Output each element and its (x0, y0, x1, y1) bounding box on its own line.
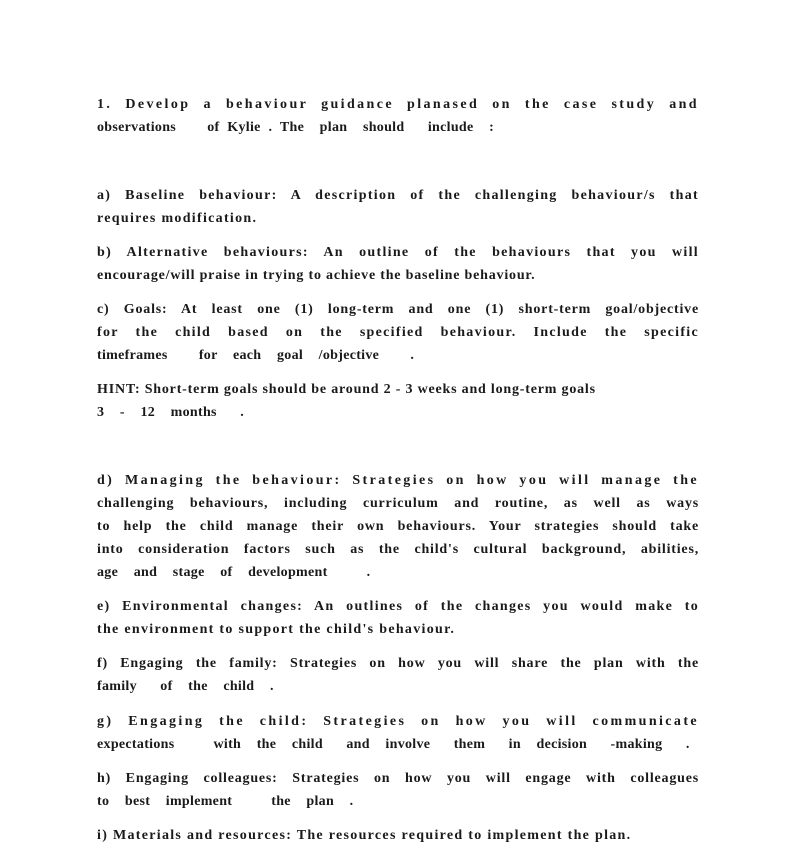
item-h-line-2: to best implement the plan . (97, 794, 354, 809)
item-e-line-1: e) Environmental changes: An outlines of the changes you would make to (97, 599, 699, 614)
item-a-baseline (97, 184, 699, 230)
item-d-line-4: into consideration factors such as the child's cultural background, abilities, (97, 542, 699, 557)
item-i-line-1: i) Materials and resources: The resources required to implement the plan. (97, 828, 632, 843)
hint-line-1: HINT: Short-term goals should be around 2 - 3 weeks and long-term goals (97, 382, 596, 397)
intro-paragraph (97, 93, 699, 139)
item-c-line-3: timeframes for each goal /objective . (97, 348, 415, 363)
item-a-line-1: a) Baseline behaviour: A description of the challenging behaviour/s that (97, 188, 699, 203)
hint-paragraph (97, 378, 699, 424)
item-d-line-2: challenging behaviours, including curriculum and routine, as well as ways (97, 496, 699, 511)
item-d-line-1: d) Managing the behaviour: Strategies on how you will manage the (97, 473, 699, 488)
item-f-line-1: f) Engaging the family: Strategies on how you will share the plan with the (97, 656, 699, 671)
hint-line-2: 3 - 12 months . (97, 405, 245, 420)
item-d-managing (97, 469, 699, 584)
item-b-line-2: encourage/will praise in trying to achieve the baseline behaviour. (97, 268, 536, 283)
item-c-goals (97, 298, 699, 367)
intro-line-1: 1. Develop a behaviour guidance planased on the case study and (97, 97, 699, 112)
item-a-line-2: requires modification. (97, 211, 258, 226)
item-h-line-1: h) Engaging colleagues: Strategies on how you will engage with colleagues (97, 771, 699, 786)
item-g-line-1: g) Engaging the child: Strategies on how you will communicate (97, 714, 699, 729)
item-f-line-2: family of the child . (97, 679, 274, 694)
item-d-line-3: to help the child manage their own behaviours. Your strategies should take (97, 519, 699, 534)
intro-line-2: observations of Kylie . The plan should include : (97, 120, 495, 135)
item-d-line-5: age and stage of development . (97, 565, 371, 580)
item-h-colleagues (97, 767, 699, 813)
item-c-line-1: c) Goals: At least one (1) long-term and one (1) short-term goal/objective (97, 302, 699, 317)
item-g-child (97, 710, 699, 756)
item-e-environment (97, 595, 699, 641)
item-f-family (97, 652, 699, 698)
item-b-line-1: b) Alternative behaviours: An outline of the behaviours that you will (97, 245, 699, 260)
item-g-line-2: expectations with the child and involve them in decision -making . (97, 737, 690, 752)
item-b-alternative (97, 241, 699, 287)
item-i-materials (97, 824, 699, 847)
item-e-line-2: the environment to support the child's behaviour. (97, 622, 456, 637)
item-c-line-2: for the child based on the specified behaviour. Include the specific (97, 325, 699, 340)
